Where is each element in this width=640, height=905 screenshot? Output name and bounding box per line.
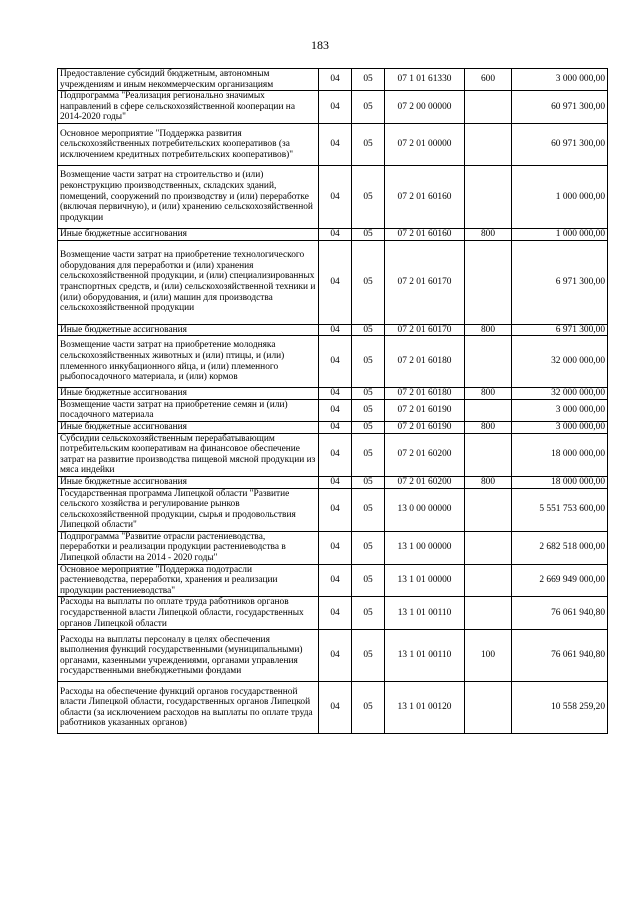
cell-amount: 5 551 753 600,00 bbox=[512, 488, 608, 531]
cell-subsection: 05 bbox=[352, 399, 385, 421]
cell-section: 04 bbox=[319, 488, 352, 531]
budget-table-body bbox=[58, 69, 608, 734]
cell-subsection: 05 bbox=[352, 630, 385, 682]
cell-target-article: 13 0 00 00000 bbox=[385, 488, 465, 531]
cell-section: 04 bbox=[319, 531, 352, 564]
table-row bbox=[58, 240, 608, 324]
cell-name: Подпрограмма "Развитие отрасли растениеводства, переработки и реализации продукции растениеводства в Липецкой области на 2014 - 2020 годы" bbox=[58, 531, 319, 564]
table-row bbox=[58, 564, 608, 597]
cell-amount: 3 000 000,00 bbox=[512, 421, 608, 433]
cell-section: 04 bbox=[319, 682, 352, 734]
cell-name: Предоставление субсидий бюджетным, автономным учреждениям и иным некоммерческим организациям bbox=[58, 69, 319, 91]
cell-target-article: 13 1 00 00000 bbox=[385, 531, 465, 564]
cell-name: Иные бюджетные ассигнования bbox=[58, 476, 319, 488]
cell-target-article: 07 2 01 60190 bbox=[385, 421, 465, 433]
cell-section: 04 bbox=[319, 228, 352, 240]
cell-target-article: 07 2 01 60180 bbox=[385, 388, 465, 400]
cell-name: Субсидии сельскохозяйственным перерабатывающим потребительским кооперативам на финансовое обеспечение затрат на развитие производства пищевой мясной продукции из мяса индейки bbox=[58, 433, 319, 476]
cell-name: Возмещение части затрат на приобретение молодняка сельскохозяйственных животных и (или) птицы, и (или) племенного инкубационного яйца, и (или) племенного рыбопосадочного материала, и (или) кормов bbox=[58, 336, 319, 388]
cell-target-article: 07 2 01 60190 bbox=[385, 399, 465, 421]
cell-name: Основное мероприятие "Поддержка развития сельскохозяйственных потребительских кооперативов (за исключением кредитных потребительских кооперативов)" bbox=[58, 123, 319, 165]
table-row bbox=[58, 69, 608, 91]
cell-name: Расходы на выплаты персоналу в целях обеспечения выполнения функций государственными (муниципальными) органами, казенными учреждениями, органами управления государственными внебюджетными фондами bbox=[58, 630, 319, 682]
cell-target-article: 13 1 01 00110 bbox=[385, 630, 465, 682]
table-row bbox=[58, 336, 608, 388]
table-row bbox=[58, 123, 608, 165]
cell-amount: 3 000 000,00 bbox=[512, 399, 608, 421]
table-row bbox=[58, 597, 608, 630]
cell-amount: 3 000 000,00 bbox=[512, 69, 608, 91]
cell-expense-type: 800 bbox=[465, 421, 512, 433]
cell-amount: 76 061 940,80 bbox=[512, 597, 608, 630]
cell-target-article: 07 2 01 60170 bbox=[385, 240, 465, 324]
cell-section: 04 bbox=[319, 324, 352, 336]
cell-amount: 32 000 000,00 bbox=[512, 388, 608, 400]
cell-expense-type bbox=[465, 597, 512, 630]
cell-subsection: 05 bbox=[352, 336, 385, 388]
cell-target-article: 07 2 01 00000 bbox=[385, 123, 465, 165]
table-row bbox=[58, 433, 608, 476]
cell-subsection: 05 bbox=[352, 597, 385, 630]
cell-name: Государственная программа Липецкой области "Развитие сельского хозяйства и регулирование рынков сельскохозяйственной продукции, сырья и продовольствия Липецкой области" bbox=[58, 488, 319, 531]
cell-amount: 2 669 949 000,00 bbox=[512, 564, 608, 597]
cell-subsection: 05 bbox=[352, 388, 385, 400]
cell-section: 04 bbox=[319, 336, 352, 388]
cell-amount: 1 000 000,00 bbox=[512, 165, 608, 228]
cell-subsection: 05 bbox=[352, 564, 385, 597]
cell-amount: 2 682 518 000,00 bbox=[512, 531, 608, 564]
cell-section: 04 bbox=[319, 165, 352, 228]
table-row bbox=[58, 531, 608, 564]
cell-subsection: 05 bbox=[352, 488, 385, 531]
cell-target-article: 13 1 01 00110 bbox=[385, 597, 465, 630]
cell-name: Иные бюджетные ассигнования bbox=[58, 388, 319, 400]
cell-amount: 10 558 259,20 bbox=[512, 682, 608, 734]
cell-expense-type: 800 bbox=[465, 388, 512, 400]
cell-section: 04 bbox=[319, 240, 352, 324]
cell-section: 04 bbox=[319, 476, 352, 488]
cell-subsection: 05 bbox=[352, 228, 385, 240]
cell-expense-type: 800 bbox=[465, 476, 512, 488]
cell-name: Расходы на выплаты по оплате труда работников органов государственной власти Липецкой области, государственных органов Липецкой области bbox=[58, 597, 319, 630]
cell-name: Основное мероприятие "Поддержка подотрасли растениеводства, переработки, хранения и реализации продукции растениеводства" bbox=[58, 564, 319, 597]
cell-name: Расходы на обеспечение функций органов государственной власти Липецкой области, государственных органов Липецкой области (за исключением расходов на выплаты по оплате труда работников указанных органов) bbox=[58, 682, 319, 734]
table-row bbox=[58, 630, 608, 682]
cell-subsection: 05 bbox=[352, 123, 385, 165]
cell-expense-type bbox=[465, 531, 512, 564]
cell-subsection: 05 bbox=[352, 421, 385, 433]
cell-amount: 60 971 300,00 bbox=[512, 91, 608, 124]
cell-subsection: 05 bbox=[352, 682, 385, 734]
cell-section: 04 bbox=[319, 630, 352, 682]
cell-expense-type bbox=[465, 240, 512, 324]
cell-section: 04 bbox=[319, 433, 352, 476]
table-row bbox=[58, 488, 608, 531]
cell-expense-type bbox=[465, 399, 512, 421]
cell-target-article: 07 1 01 61330 bbox=[385, 69, 465, 91]
cell-section: 04 bbox=[319, 123, 352, 165]
cell-expense-type bbox=[465, 433, 512, 476]
budget-table bbox=[57, 68, 608, 734]
cell-amount: 18 000 000,00 bbox=[512, 476, 608, 488]
cell-name: Возмещение части затрат на приобретение семян и (или) посадочного материала bbox=[58, 399, 319, 421]
cell-expense-type bbox=[465, 336, 512, 388]
cell-amount: 76 061 940,80 bbox=[512, 630, 608, 682]
cell-expense-type: 600 bbox=[465, 69, 512, 91]
table-row bbox=[58, 91, 608, 124]
cell-name: Иные бюджетные ассигнования bbox=[58, 324, 319, 336]
table-row bbox=[58, 476, 608, 488]
cell-section: 04 bbox=[319, 564, 352, 597]
cell-target-article: 13 1 01 00120 bbox=[385, 682, 465, 734]
cell-expense-type bbox=[465, 682, 512, 734]
cell-amount: 60 971 300,00 bbox=[512, 123, 608, 165]
cell-target-article: 07 2 00 00000 bbox=[385, 91, 465, 124]
cell-section: 04 bbox=[319, 421, 352, 433]
cell-subsection: 05 bbox=[352, 433, 385, 476]
cell-subsection: 05 bbox=[352, 91, 385, 124]
page-number: 183 bbox=[311, 38, 329, 52]
table-row bbox=[58, 682, 608, 734]
cell-subsection: 05 bbox=[352, 69, 385, 91]
cell-target-article: 07 2 01 60200 bbox=[385, 433, 465, 476]
cell-amount: 18 000 000,00 bbox=[512, 433, 608, 476]
cell-expense-type bbox=[465, 488, 512, 531]
table-row bbox=[58, 228, 608, 240]
cell-expense-type: 100 bbox=[465, 630, 512, 682]
cell-subsection: 05 bbox=[352, 240, 385, 324]
cell-subsection: 05 bbox=[352, 476, 385, 488]
table-row bbox=[58, 165, 608, 228]
cell-name: Иные бюджетные ассигнования bbox=[58, 228, 319, 240]
cell-amount: 6 971 300,00 bbox=[512, 324, 608, 336]
cell-section: 04 bbox=[319, 69, 352, 91]
table-row bbox=[58, 388, 608, 400]
cell-target-article: 07 2 01 60180 bbox=[385, 336, 465, 388]
cell-section: 04 bbox=[319, 388, 352, 400]
cell-expense-type: 800 bbox=[465, 324, 512, 336]
table-row bbox=[58, 421, 608, 433]
cell-expense-type bbox=[465, 91, 512, 124]
table-row bbox=[58, 399, 608, 421]
cell-name: Иные бюджетные ассигнования bbox=[58, 421, 319, 433]
cell-target-article: 07 2 01 60160 bbox=[385, 165, 465, 228]
cell-section: 04 bbox=[319, 91, 352, 124]
table-row bbox=[58, 324, 608, 336]
cell-expense-type bbox=[465, 564, 512, 597]
cell-expense-type bbox=[465, 165, 512, 228]
cell-name: Подпрограмма "Реализация регионально значимых направлений в сфере сельскохозяйственной кооперации на 2014-2020 годы" bbox=[58, 91, 319, 124]
cell-name: Возмещение части затрат на приобретение технологического оборудования для переработки и (или) хранения сельскохозяйственной продукции, и (или) специализированных транспортных средств, и (или) сельскохозяйственной техники и (или) оборудования, и (или) машин для производства сельскохозяйственной продукции bbox=[58, 240, 319, 324]
cell-target-article: 07 2 01 60170 bbox=[385, 324, 465, 336]
cell-target-article: 07 2 01 60200 bbox=[385, 476, 465, 488]
cell-amount: 1 000 000,00 bbox=[512, 228, 608, 240]
cell-subsection: 05 bbox=[352, 324, 385, 336]
cell-name: Возмещение части затрат на строительство и (или) реконструкцию производственных, складских зданий, помещений, сооружений по производству и (или) переработке (включая первичную), и (или) хранению сельскохозяйственной продукции bbox=[58, 165, 319, 228]
cell-target-article: 07 2 01 60160 bbox=[385, 228, 465, 240]
cell-section: 04 bbox=[319, 399, 352, 421]
cell-amount: 6 971 300,00 bbox=[512, 240, 608, 324]
cell-target-article: 13 1 01 00000 bbox=[385, 564, 465, 597]
cell-expense-type bbox=[465, 123, 512, 165]
cell-subsection: 05 bbox=[352, 531, 385, 564]
cell-subsection: 05 bbox=[352, 165, 385, 228]
cell-expense-type: 800 bbox=[465, 228, 512, 240]
cell-amount: 32 000 000,00 bbox=[512, 336, 608, 388]
cell-section: 04 bbox=[319, 597, 352, 630]
